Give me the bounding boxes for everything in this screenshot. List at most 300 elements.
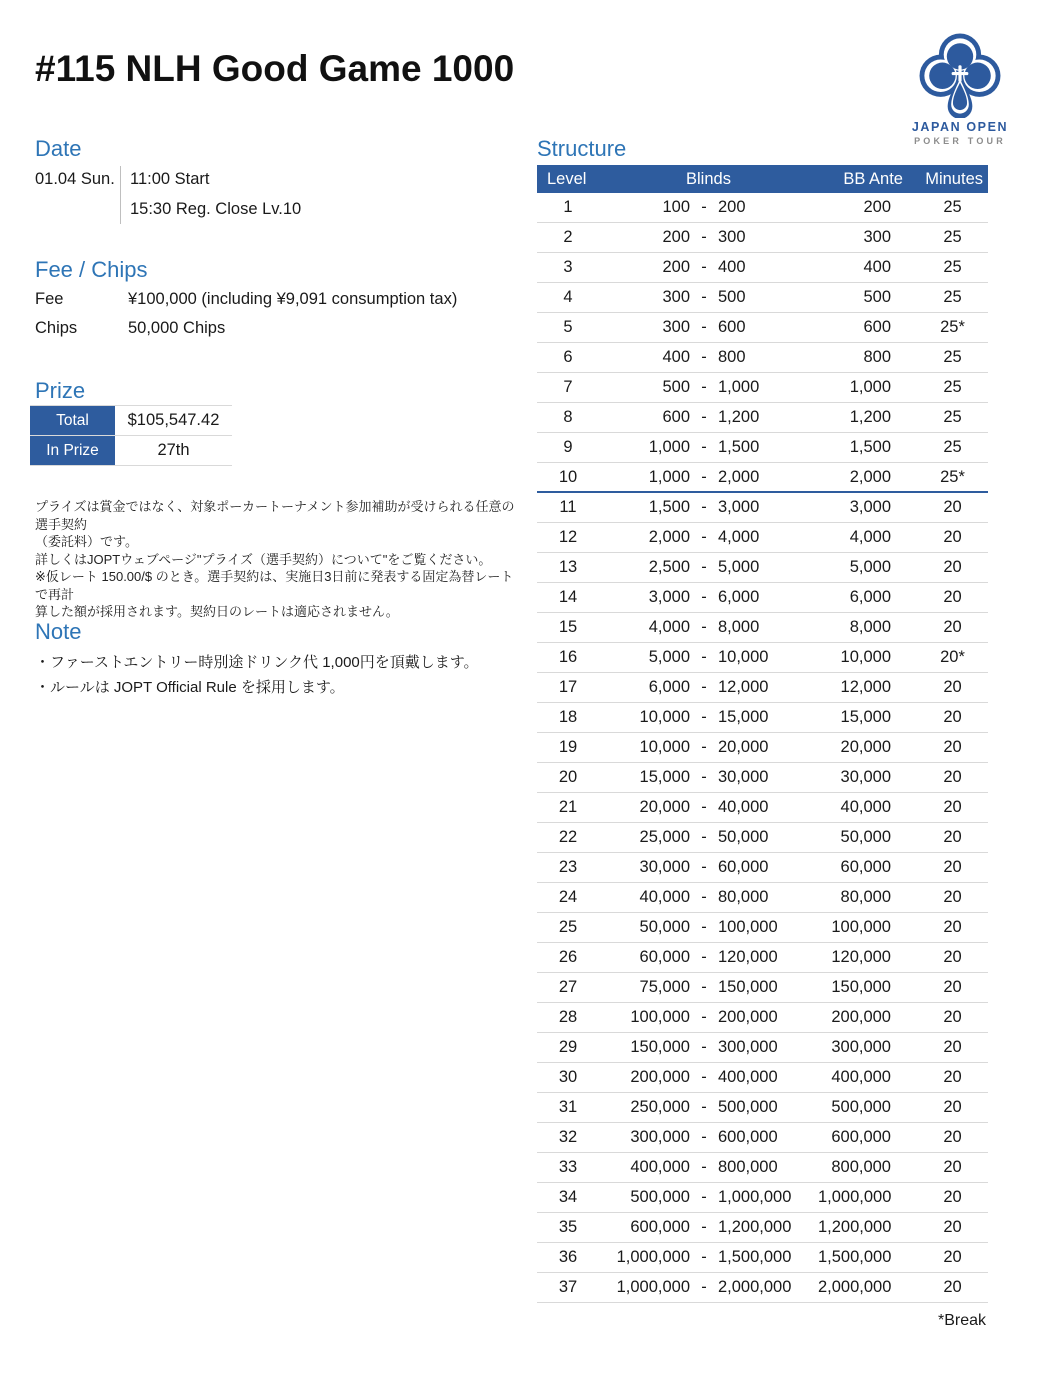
bb-ante-cell: 600 xyxy=(863,318,891,336)
bb-ante-cell: 300 xyxy=(863,228,891,246)
level-cell: 33 xyxy=(558,1158,578,1176)
table-row xyxy=(537,583,988,613)
blinds-separator: - xyxy=(701,228,707,246)
small-blind-cell: 10,000 xyxy=(639,738,690,756)
blinds-separator: - xyxy=(701,798,707,816)
bb-ante-cell: 15,000 xyxy=(840,708,891,726)
blinds-separator: - xyxy=(701,498,707,516)
blinds-separator: - xyxy=(701,918,707,936)
big-blind-cell: 1,500 xyxy=(718,438,760,456)
big-blind-cell: 500,000 xyxy=(718,1098,778,1116)
table-row xyxy=(537,673,988,703)
table-row xyxy=(537,253,988,283)
prize-total-row xyxy=(30,406,232,436)
bb-ante-cell: 400 xyxy=(863,258,891,276)
level-cell: 1 xyxy=(563,198,573,216)
bb-ante-cell: 400,000 xyxy=(831,1068,891,1086)
minutes-cell: 20 xyxy=(943,798,962,816)
minutes-cell: 20 xyxy=(943,1218,962,1236)
small-blind-cell: 75,000 xyxy=(639,978,690,996)
small-blind-cell: 300 xyxy=(662,288,690,306)
big-blind-cell: 60,000 xyxy=(718,858,769,876)
table-row xyxy=(537,1123,988,1153)
level-cell: 24 xyxy=(558,888,578,906)
small-blind-cell: 25,000 xyxy=(639,828,690,846)
prize-total-value: $105,547.42 xyxy=(127,411,220,429)
bb-ante-cell: 800 xyxy=(863,348,891,366)
table-row xyxy=(537,853,988,883)
big-blind-cell: 40,000 xyxy=(718,798,769,816)
table-row xyxy=(537,1183,988,1213)
small-blind-cell: 2,500 xyxy=(648,558,690,576)
big-blind-cell: 5,000 xyxy=(718,558,760,576)
blinds-separator: - xyxy=(701,1098,707,1116)
big-blind-cell: 1,200 xyxy=(718,408,760,426)
big-blind-cell: 800,000 xyxy=(718,1158,778,1176)
level-cell: 11 xyxy=(559,498,577,516)
table-row xyxy=(537,193,988,223)
minutes-cell: 20 xyxy=(943,978,962,996)
big-blind-cell: 10,000 xyxy=(718,648,769,666)
level-cell: 32 xyxy=(558,1128,578,1146)
table-row xyxy=(537,883,988,913)
bb-ante-cell: 600,000 xyxy=(831,1128,891,1146)
level-cell: 15 xyxy=(558,618,578,636)
minutes-cell: 25* xyxy=(940,467,965,486)
blinds-separator: - xyxy=(701,1278,707,1296)
blinds-separator: - xyxy=(701,438,707,456)
small-blind-cell: 300 xyxy=(662,318,690,336)
small-blind-cell: 200 xyxy=(662,258,690,276)
table-row xyxy=(537,283,988,313)
big-blind-cell: 30,000 xyxy=(718,768,769,786)
level-cell: 27 xyxy=(558,978,578,996)
level-cell: 2 xyxy=(563,228,573,246)
bb-ante-cell: 120,000 xyxy=(831,948,891,966)
minutes-cell: 25 xyxy=(943,258,962,276)
jopt-logo xyxy=(902,30,1018,146)
column-header-minutes: Minutes xyxy=(925,169,983,188)
minutes-cell: 25 xyxy=(943,228,962,246)
chips-label: Chips xyxy=(35,319,78,337)
table-row xyxy=(537,1003,988,1033)
table-row xyxy=(537,373,988,403)
bb-ante-cell: 4,000 xyxy=(849,528,891,546)
level-cell: 12 xyxy=(558,528,578,546)
table-row xyxy=(537,643,988,673)
small-blind-cell: 100,000 xyxy=(630,1008,690,1026)
reg-close-time: 15:30 Reg. Close Lv.10 xyxy=(130,200,302,218)
note-line-rule: ・ルールは JOPT Official Rule を採用します。 xyxy=(35,679,345,696)
bb-ante-cell: 150,000 xyxy=(831,978,891,996)
disclaimer-line: プライズは賞金ではなく、対象ポーカートーナメント参加補助が受けられる任意の選手契約 xyxy=(35,499,515,532)
table-row xyxy=(537,433,988,463)
blinds-separator: - xyxy=(701,978,707,996)
blinds-separator: - xyxy=(701,348,707,366)
blinds-separator: - xyxy=(701,648,707,666)
blinds-separator: - xyxy=(701,528,707,546)
bb-ante-cell: 50,000 xyxy=(840,828,891,846)
big-blind-cell: 8,000 xyxy=(718,618,760,636)
minutes-cell: 20 xyxy=(943,1188,962,1206)
minutes-cell: 20 xyxy=(943,738,962,756)
bb-ante-cell: 300,000 xyxy=(831,1038,891,1056)
big-blind-cell: 1,200,000 xyxy=(718,1218,792,1236)
prize-heading: Prize xyxy=(35,378,86,403)
chips-value: 50,000 Chips xyxy=(128,319,226,337)
minutes-cell: 20* xyxy=(940,648,965,666)
blinds-separator: - xyxy=(701,1248,707,1266)
bb-ante-cell: 80,000 xyxy=(840,888,891,906)
level-cell: 13 xyxy=(558,558,578,576)
small-blind-cell: 300,000 xyxy=(630,1128,690,1146)
table-row xyxy=(537,1063,988,1093)
level-cell: 3 xyxy=(563,258,573,276)
small-blind-cell: 4,000 xyxy=(648,618,690,636)
fee-value: ¥100,000 (including ¥9,091 consumption tax) xyxy=(128,290,458,308)
date-heading: Date xyxy=(35,136,82,161)
small-blind-cell: 500 xyxy=(662,378,690,396)
minutes-cell: 20 xyxy=(943,678,962,696)
column-header-bb-ante: BB Ante xyxy=(843,169,903,188)
table-row xyxy=(537,913,988,943)
level-cell: 6 xyxy=(563,348,573,366)
big-blind-cell: 20,000 xyxy=(718,738,769,756)
level-cell: 20 xyxy=(558,768,578,786)
bb-ante-cell: 8,000 xyxy=(849,618,891,636)
prize-inprize-row xyxy=(30,436,232,466)
fee-chips-heading: Fee / Chips xyxy=(35,257,148,282)
bb-ante-cell: 10,000 xyxy=(840,648,891,666)
small-blind-cell: 1,000,000 xyxy=(616,1248,690,1266)
disclaimer-line: ※仮レート 150.00/$ のとき。選手契約は、実施日3日前に発表する固定為替レートで再計 xyxy=(35,569,514,602)
structure-heading: Structure xyxy=(537,136,627,161)
small-blind-cell: 1,000 xyxy=(648,467,690,486)
big-blind-cell: 200,000 xyxy=(718,1008,778,1026)
minutes-cell: 20 xyxy=(943,1008,962,1026)
page-title: #115 NLH Good Game 1000 xyxy=(35,48,515,89)
level-cell: 8 xyxy=(563,408,573,426)
disclaimer-line: 詳しくはJOPTウェブページ"プライズ（選手契約）について"をご覧ください。 xyxy=(35,551,492,567)
column-header-level: Level xyxy=(547,169,587,188)
minutes-cell: 20 xyxy=(943,828,962,846)
big-blind-cell: 1,500,000 xyxy=(718,1248,792,1266)
table-row xyxy=(537,1153,988,1183)
table-row xyxy=(537,703,988,733)
blinds-separator: - xyxy=(701,618,707,636)
fee-label: Fee xyxy=(35,290,64,308)
big-blind-cell: 100,000 xyxy=(718,918,778,936)
small-blind-cell: 20,000 xyxy=(639,798,690,816)
table-row xyxy=(537,973,988,1003)
big-blind-cell: 800 xyxy=(718,348,746,366)
column-header-blinds: Blinds xyxy=(686,169,731,188)
level-cell: 23 xyxy=(558,858,578,876)
minutes-cell: 20 xyxy=(943,708,962,726)
bb-ante-cell: 5,000 xyxy=(849,558,891,576)
date-divider xyxy=(120,166,121,224)
minutes-cell: 20 xyxy=(943,618,962,636)
blinds-separator: - xyxy=(701,678,707,696)
disclaimer-line: 算した額が採用されます。契約日のレートは適応されません。 xyxy=(35,604,399,619)
minutes-cell: 20 xyxy=(943,588,962,606)
date-value: 01.04 Sun. xyxy=(35,170,115,188)
big-blind-cell: 500 xyxy=(718,288,746,306)
minutes-cell: 20 xyxy=(943,948,962,966)
level-cell: 4 xyxy=(563,288,573,306)
blinds-separator: - xyxy=(701,708,707,726)
minutes-cell: 25* xyxy=(940,318,965,336)
bb-ante-cell: 40,000 xyxy=(840,798,891,816)
blinds-separator: - xyxy=(701,1158,707,1176)
bb-ante-cell: 6,000 xyxy=(849,588,891,606)
blinds-separator: - xyxy=(701,1008,707,1026)
small-blind-cell: 500,000 xyxy=(630,1188,690,1206)
minutes-cell: 20 xyxy=(943,498,962,516)
bb-ante-cell: 1,000 xyxy=(849,378,891,396)
minutes-cell: 20 xyxy=(943,558,962,576)
small-blind-cell: 6,000 xyxy=(648,678,690,696)
blinds-separator: - xyxy=(701,858,707,876)
minutes-cell: 20 xyxy=(943,1098,962,1116)
minutes-cell: 20 xyxy=(943,1158,962,1176)
minutes-cell: 25 xyxy=(943,198,962,216)
level-cell: 37 xyxy=(558,1278,578,1296)
bb-ante-cell: 60,000 xyxy=(840,858,891,876)
small-blind-cell: 1,000,000 xyxy=(616,1278,690,1296)
blinds-separator: - xyxy=(701,288,707,306)
blinds-separator: - xyxy=(701,558,707,576)
disclaimer-line: （委託料）です。 xyxy=(35,534,138,549)
note-heading: Note xyxy=(35,619,82,644)
bb-ante-cell: 1,200,000 xyxy=(818,1218,892,1236)
level-cell: 14 xyxy=(558,588,578,606)
bb-ante-cell: 12,000 xyxy=(840,678,891,696)
level-cell: 34 xyxy=(558,1188,578,1206)
table-row xyxy=(537,613,988,643)
blinds-separator: - xyxy=(701,258,707,276)
level-cell: 29 xyxy=(558,1038,578,1056)
small-blind-cell: 30,000 xyxy=(639,858,690,876)
break-footnote: *Break xyxy=(937,1312,986,1329)
structure-table-body xyxy=(537,193,988,1303)
big-blind-cell: 15,000 xyxy=(718,708,769,726)
bb-ante-cell: 20,000 xyxy=(840,738,891,756)
note-line-drink: ・ファーストエントリー時別途ドリンク代 1,000円を頂戴します。 xyxy=(35,654,479,671)
prize-inprize-label: In Prize xyxy=(30,436,115,465)
minutes-cell: 25 xyxy=(943,348,962,366)
table-row xyxy=(537,1213,988,1243)
table-row xyxy=(537,1093,988,1123)
blinds-separator: - xyxy=(701,467,707,486)
minutes-cell: 20 xyxy=(943,1038,962,1056)
bb-ante-cell: 1,500,000 xyxy=(818,1248,892,1266)
minutes-cell: 20 xyxy=(943,768,962,786)
table-row xyxy=(537,223,988,253)
table-row xyxy=(537,403,988,433)
level-cell: 30 xyxy=(558,1068,578,1086)
table-row xyxy=(537,493,988,523)
bb-ante-cell: 100,000 xyxy=(831,918,891,936)
table-row xyxy=(537,313,988,343)
level-cell: 28 xyxy=(558,1008,578,1026)
small-blind-cell: 600,000 xyxy=(630,1218,690,1236)
minutes-cell: 20 xyxy=(943,858,962,876)
big-blind-cell: 4,000 xyxy=(718,528,760,546)
small-blind-cell: 3,000 xyxy=(648,588,690,606)
structure-table-header xyxy=(537,165,988,193)
blinds-separator: - xyxy=(701,378,707,396)
bb-ante-cell: 30,000 xyxy=(840,768,891,786)
blinds-separator: - xyxy=(701,1038,707,1056)
level-cell: 25 xyxy=(558,918,578,936)
big-blind-cell: 6,000 xyxy=(718,588,760,606)
big-blind-cell: 50,000 xyxy=(718,828,769,846)
level-cell: 35 xyxy=(558,1218,578,1236)
big-blind-cell: 600 xyxy=(718,318,746,336)
club-logo-icon xyxy=(902,30,1018,118)
prize-table xyxy=(30,405,232,466)
blinds-separator: - xyxy=(701,1218,707,1236)
table-row xyxy=(537,823,988,853)
big-blind-cell: 3,000 xyxy=(718,498,760,516)
blinds-separator: - xyxy=(701,408,707,426)
big-blind-cell: 1,000,000 xyxy=(718,1188,792,1206)
small-blind-cell: 200 xyxy=(662,228,690,246)
table-row xyxy=(537,943,988,973)
big-blind-cell: 12,000 xyxy=(718,678,769,696)
blinds-separator: - xyxy=(701,1128,707,1146)
minutes-cell: 20 xyxy=(943,1068,962,1086)
bb-ante-cell: 2,000 xyxy=(849,467,891,486)
prize-total-label: Total xyxy=(30,406,115,435)
small-blind-cell: 400,000 xyxy=(630,1158,690,1176)
small-blind-cell: 1,000 xyxy=(648,438,690,456)
big-blind-cell: 120,000 xyxy=(718,948,778,966)
bb-ante-cell: 1,200 xyxy=(849,408,891,426)
big-blind-cell: 1,000 xyxy=(718,378,760,396)
level-cell: 7 xyxy=(563,378,573,396)
big-blind-cell: 400 xyxy=(718,258,746,276)
minutes-cell: 25 xyxy=(943,438,962,456)
structure-table xyxy=(537,165,988,1303)
minutes-cell: 20 xyxy=(943,528,962,546)
big-blind-cell: 600,000 xyxy=(718,1128,778,1146)
small-blind-cell: 40,000 xyxy=(639,888,690,906)
big-blind-cell: 400,000 xyxy=(718,1068,778,1086)
bb-ante-cell: 1,500 xyxy=(849,438,891,456)
level-cell: 26 xyxy=(558,948,578,966)
level-cell: 19 xyxy=(558,738,578,756)
table-row xyxy=(537,763,988,793)
small-blind-cell: 5,000 xyxy=(648,648,690,666)
bb-ante-cell: 200,000 xyxy=(831,1008,891,1026)
big-blind-cell: 80,000 xyxy=(718,888,769,906)
level-cell: 10 xyxy=(558,467,578,486)
table-row xyxy=(537,793,988,823)
bb-ante-cell: 2,000,000 xyxy=(818,1278,892,1296)
big-blind-cell: 2,000 xyxy=(718,467,760,486)
level-cell: 17 xyxy=(558,678,578,696)
level-cell: 31 xyxy=(558,1098,578,1116)
small-blind-cell: 50,000 xyxy=(639,918,690,936)
minutes-cell: 20 xyxy=(943,1128,962,1146)
table-row xyxy=(537,553,988,583)
blinds-separator: - xyxy=(701,888,707,906)
blinds-separator: - xyxy=(701,1068,707,1086)
bb-ante-cell: 200 xyxy=(863,198,891,216)
minutes-cell: 20 xyxy=(943,918,962,936)
table-row xyxy=(537,523,988,553)
small-blind-cell: 1,500 xyxy=(648,498,690,516)
table-row xyxy=(537,343,988,373)
level-cell: 18 xyxy=(558,708,578,726)
small-blind-cell: 200,000 xyxy=(630,1068,690,1086)
bb-ante-cell: 1,000,000 xyxy=(818,1188,892,1206)
blinds-separator: - xyxy=(701,1188,707,1206)
small-blind-cell: 400 xyxy=(662,348,690,366)
minutes-cell: 20 xyxy=(943,1248,962,1266)
blinds-separator: - xyxy=(701,588,707,606)
logo-text-secondary: POKER TOUR xyxy=(914,136,1006,146)
logo-text-primary: JAPAN OPEN xyxy=(911,120,1009,134)
prize-disclaimer xyxy=(35,498,515,621)
small-blind-cell: 600 xyxy=(662,408,690,426)
big-blind-cell: 150,000 xyxy=(718,978,778,996)
blinds-separator: - xyxy=(701,198,707,216)
table-row xyxy=(537,1273,988,1303)
level-cell: 16 xyxy=(558,648,578,666)
minutes-cell: 25 xyxy=(943,408,962,426)
big-blind-cell: 2,000,000 xyxy=(718,1278,792,1296)
blinds-separator: - xyxy=(701,828,707,846)
small-blind-cell: 15,000 xyxy=(639,768,690,786)
prize-inprize-value: 27th xyxy=(157,441,190,459)
table-row xyxy=(537,1033,988,1063)
level-cell: 22 xyxy=(558,828,578,846)
big-blind-cell: 300 xyxy=(718,228,746,246)
small-blind-cell: 60,000 xyxy=(639,948,690,966)
blinds-separator: - xyxy=(701,768,707,786)
bb-ante-cell: 800,000 xyxy=(831,1158,891,1176)
small-blind-cell: 150,000 xyxy=(630,1038,690,1056)
level-cell: 5 xyxy=(563,318,573,336)
small-blind-cell: 2,000 xyxy=(648,528,690,546)
minutes-cell: 20 xyxy=(943,888,962,906)
small-blind-cell: 10,000 xyxy=(639,708,690,726)
big-blind-cell: 300,000 xyxy=(718,1038,778,1056)
small-blind-cell: 250,000 xyxy=(630,1098,690,1116)
level-cell: 9 xyxy=(563,438,573,456)
blinds-separator: - xyxy=(701,318,707,336)
bb-ante-cell: 3,000 xyxy=(849,498,891,516)
level-cell: 21 xyxy=(558,798,578,816)
bb-ante-cell: 500 xyxy=(863,288,891,306)
minutes-cell: 25 xyxy=(943,288,962,306)
small-blind-cell: 100 xyxy=(662,198,690,216)
level-cell: 36 xyxy=(558,1248,578,1266)
blinds-separator: - xyxy=(701,948,707,966)
bb-ante-cell: 500,000 xyxy=(831,1098,891,1116)
table-row xyxy=(537,733,988,763)
blinds-separator: - xyxy=(701,738,707,756)
start-time: 11:00 Start xyxy=(130,170,210,188)
minutes-cell: 25 xyxy=(943,378,962,396)
table-row xyxy=(537,1243,988,1273)
big-blind-cell: 200 xyxy=(718,198,746,216)
minutes-cell: 20 xyxy=(943,1278,962,1296)
table-row xyxy=(537,463,988,493)
